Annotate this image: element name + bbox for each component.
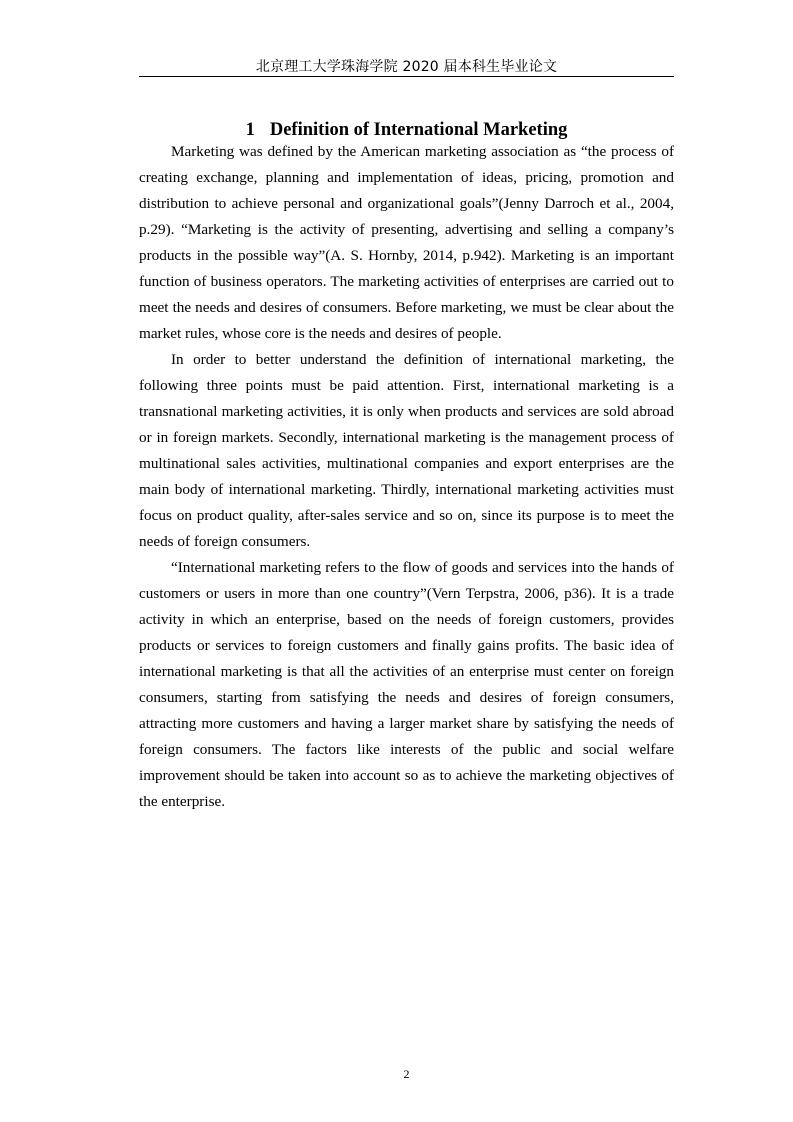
paragraph-3: “International marketing refers to the flow of goods and services into the hands of customers or users in more than one country”(Vern Terpstra, 2006, p36). It is a trade activity in which an enterprise, based on the needs of foreign customers, provides products or services to foreign customers and finally gains profits. The basic idea of international marketing is that all the activities of an enterprise must center on foreign consumers, starting from satisfying the needs and desires of foreign consumers, attracting more customers and having a larger market share by satisfying the needs of foreign consumers. The factors like interests of the public and social welfare improvement should be taken into account so as to achieve the marketing objectives of the enterprise. (139, 559, 674, 810)
paragraph-1: Marketing was defined by the American marketing association as “the process of creating exchange, planning and implementation of ideas, pricing, promotion and distribution to achieve personal and organizational goals”(Jenny Darroch et al., 2004, p.29). “Marketing is the activity of presenting, advertising and selling a company’s products in the possible way”(A. S. Hornby, 2014, p.942). Marketing is an important function of business operators. The marketing activities of enterprises are carried out to meet the needs and desires of consumers. Before marketing, we must be clear about the market rules, whose core is the needs and desires of people. (139, 143, 674, 342)
running-header: 北京理工大学珠海学院 2020 届本科生毕业论文 (255, 59, 558, 75)
section-title-text: Definition of International Marketing (269, 120, 568, 141)
section-number: 1 (245, 120, 255, 141)
page-number: 2 (403, 1067, 410, 1081)
header-rule (139, 76, 674, 77)
body-text (139, 139, 674, 815)
paragraph-2: In order to better understand the definition of international marketing, the following three points must be paid attention. First, international marketing is a transnational marketing activities, it is only when products and services are sold abroad or in foreign markets. Secondly, international marketing is the management process of multinational sales activities, multinational companies and export enterprises are the main body of international marketing. Thirdly, international marketing activities must focus on product quality, after-sales service and so on, since its purpose is to meet the needs of foreign consumers. (139, 351, 674, 550)
